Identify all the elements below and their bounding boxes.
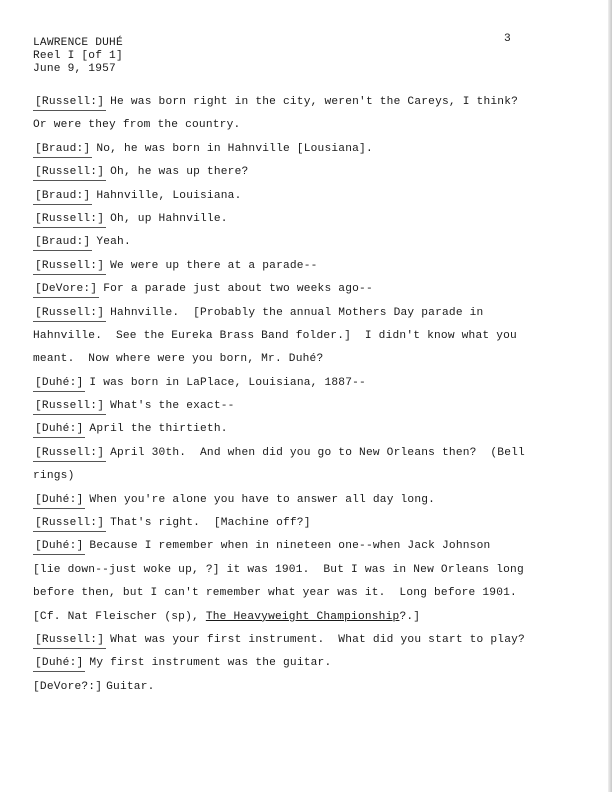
- transcript-line: [33, 188, 593, 211]
- speaker-label: [Duhé:]: [33, 538, 85, 555]
- transcript-line: [33, 585, 593, 608]
- utterance-text: before then, but I can't remember what year was it. Long before 1901.: [33, 587, 517, 600]
- speaker-label: [Russell:]: [33, 164, 106, 181]
- utterance-text: Because I remember when in nineteen one--when Jack Johnson: [89, 540, 491, 553]
- transcript-line: [33, 679, 593, 702]
- utterance-text: No, he was born in Hahnville [Lousiana].: [96, 142, 373, 155]
- transcript-line: [33, 655, 593, 678]
- transcript-line: [33, 632, 593, 655]
- utterance-text: Oh, he was up there?: [110, 166, 249, 179]
- speaker-label: [Russell:]: [33, 515, 106, 532]
- transcript-line: [33, 141, 593, 164]
- transcript-line: [33, 515, 593, 538]
- utterance-text: He was born right in the city, weren't the Careys, I think?: [110, 96, 519, 108]
- utterance-text: What was your first instrument. What did you start to play?: [110, 633, 525, 646]
- utterance-text: April the thirtieth.: [89, 423, 228, 436]
- speaker-label: [Duhé:]: [33, 492, 85, 509]
- speaker-label: [Russell:]: [33, 305, 106, 322]
- page-edge: [608, 0, 612, 792]
- utterance-text: Hahnville. See the Eureka Brass Band folder.] I didn't know what you: [33, 329, 517, 342]
- interviewee-name: LAWRENCE DUHÉ: [33, 37, 123, 49]
- speaker-label: [Duhé:]: [33, 375, 85, 392]
- citation-tail: ?.]: [399, 610, 421, 623]
- speaker-label: [Braud:]: [33, 234, 92, 251]
- utterance-text: Or were they from the country.: [33, 119, 241, 132]
- utterance-text: Hahnville. [Probably the annual Mothers Day parade in: [110, 306, 484, 319]
- transcript-line: [33, 538, 593, 561]
- transcript-line: [33, 328, 593, 351]
- speaker-label: [Russell:]: [33, 258, 106, 275]
- utterance-text: I was born in LaPlace, Louisiana, 1887--: [89, 376, 366, 389]
- transcript-line: [33, 445, 593, 468]
- transcript-line: [33, 421, 593, 444]
- transcript-line: [33, 492, 593, 515]
- utterance-text: rings): [33, 470, 75, 483]
- utterance-text: Oh, up Hahnville.: [110, 212, 228, 225]
- transcript-line: [33, 562, 593, 585]
- transcript-line: [33, 164, 593, 187]
- speaker-label: [Duhé:]: [33, 655, 85, 672]
- speaker-label: [Duhé:]: [33, 421, 85, 438]
- utterance-text: When you're alone you have to answer all day long.: [89, 493, 436, 506]
- speaker-label: [DeVore:]: [33, 281, 99, 298]
- speaker-label: [Braud:]: [33, 188, 92, 205]
- book-title: The Heavyweight Championship: [205, 610, 400, 623]
- speaker-label: [Russell:]: [33, 211, 106, 228]
- speaker-label: [Russell:]: [33, 445, 106, 462]
- speaker-label: [Braud:]: [33, 141, 92, 158]
- utterance-text: [Cf. Nat Fleischer (sp),: [33, 610, 206, 623]
- document-header: [33, 37, 123, 76]
- utterance-text: meant. Now where were you born, Mr. Duhé?: [33, 353, 324, 366]
- utterance-text: What's the exact--: [110, 400, 235, 413]
- utterance-text: That's right. [Machine off?]: [110, 517, 311, 530]
- speaker-label: [DeVore?:]: [33, 680, 103, 693]
- utterance-text: April 30th. And when did you go to New Orleans then? (Bell: [110, 446, 525, 459]
- utterance-text: My first instrument was the guitar.: [89, 657, 332, 670]
- utterance-text: For a parade just about two weeks ago--: [103, 283, 373, 296]
- transcript-line: [33, 117, 593, 140]
- speaker-label: [Russell:]: [33, 632, 106, 649]
- page-number: 3: [504, 33, 511, 45]
- speaker-label: [Russell:]: [33, 398, 106, 415]
- transcript-line: [33, 609, 593, 632]
- utterance-text: Guitar.: [106, 680, 155, 693]
- transcript-line: [33, 94, 593, 117]
- utterance-text: Yeah.: [96, 236, 131, 249]
- interview-date: June 9, 1957: [33, 63, 116, 75]
- transcript-line: [33, 258, 593, 281]
- transcript-line: [33, 305, 593, 328]
- speaker-label: [Russell:]: [33, 94, 106, 111]
- utterance-text: We were up there at a parade--: [110, 259, 318, 272]
- transcript-line: [33, 468, 593, 491]
- transcript-body: [33, 94, 593, 702]
- transcript-line: [33, 375, 593, 398]
- utterance-text: [lie down--just woke up, ?] it was 1901. But I was in New Orleans long: [33, 563, 524, 576]
- transcript-line: [33, 234, 593, 257]
- utterance-text: Hahnville, Louisiana.: [96, 189, 242, 202]
- transcript-line: [33, 281, 593, 304]
- transcript-line: [33, 211, 593, 234]
- transcript-line: [33, 398, 593, 421]
- reel-label: Reel I [of 1]: [33, 50, 123, 62]
- transcript-line: [33, 351, 593, 374]
